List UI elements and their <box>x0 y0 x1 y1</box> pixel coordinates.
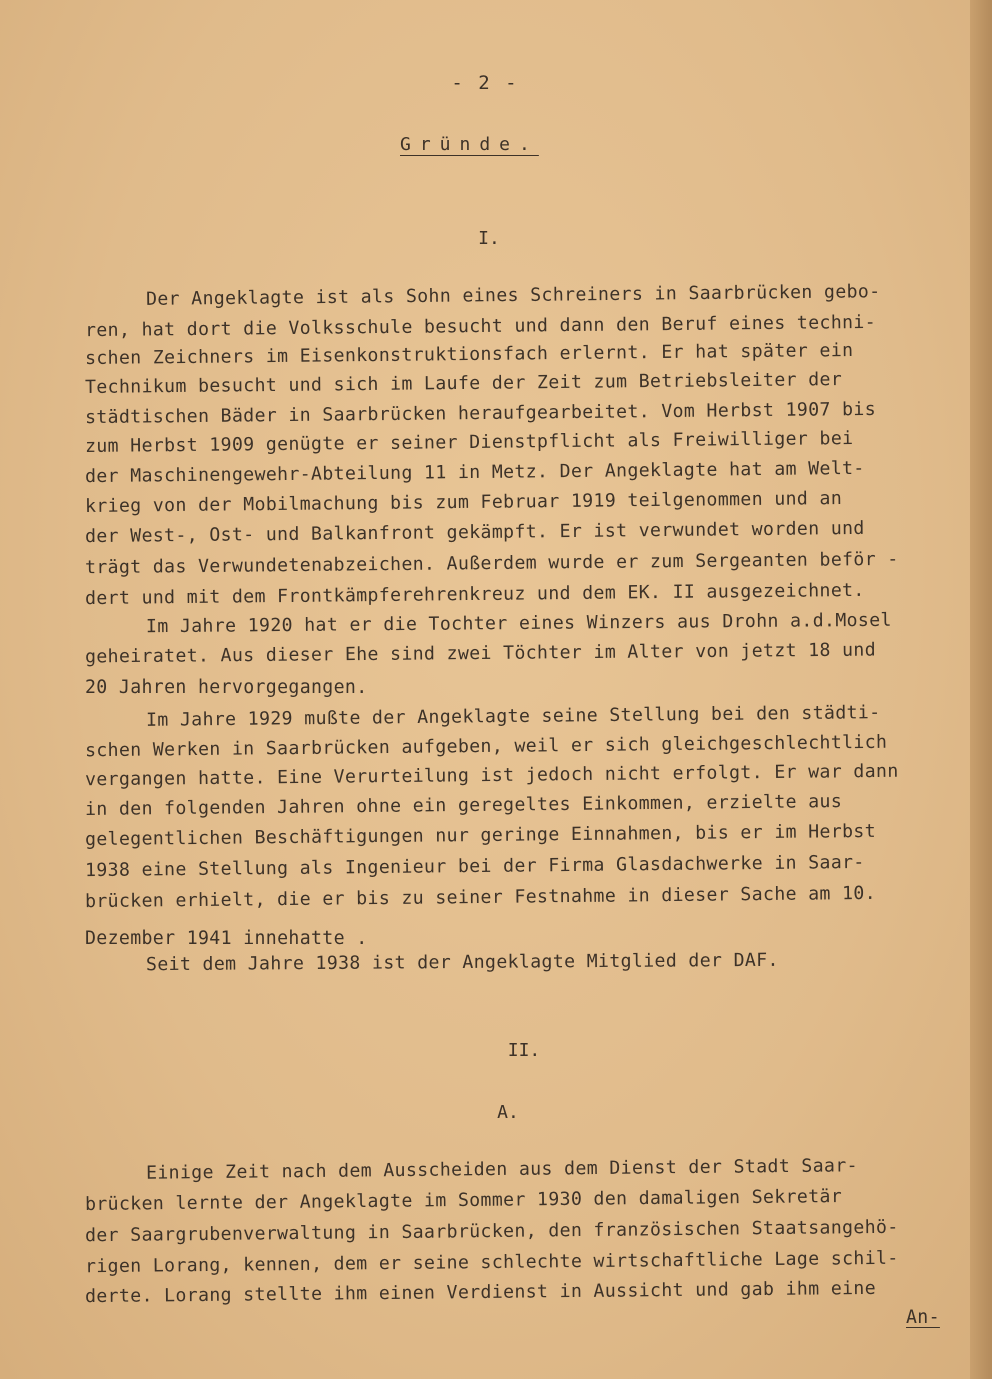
text-line: schen Werken in Saarbrücken aufgeben, weil er sich gleichgeschlechtlich <box>84 731 888 762</box>
text-line: schen Zeichners im Eisenkonstruktionsfach erlernt. Er hat später ein <box>84 339 854 370</box>
text-line: vergangen hatte. Eine Verurteilung ist jedoch nicht erfolgt. Er war dann <box>84 760 899 791</box>
text-line: Der Angeklagte ist als Sohn eines Schreiners in Saarbrücken gebo- <box>145 281 881 310</box>
text-line: der West-, Ost- und Balkanfront gekämpft. Er ist verwundet worden und <box>84 517 865 548</box>
text-line: krieg von der Mobilmachung bis zum Februar 1919 teilgenommen und an <box>84 488 843 517</box>
text-line: rigen Lorang, kennen, dem er seine schlechte wirtschaftliche Lage schil- <box>84 1247 899 1278</box>
text-line: Im Jahre 1929 mußte der Angeklagte seine Stellung bei den städti- <box>145 702 881 731</box>
text-line: Dezember 1941 innehatte . <box>85 928 368 949</box>
text-line: Technikum besucht und sich im Laufe der Zeit zum Betriebsleiter der <box>84 369 843 398</box>
subsection-label-a: A. <box>497 1102 519 1123</box>
text-line: trägt das Verwundetenabzeichen. Außerdem wurde er zum Sergeanten beför - <box>84 548 899 579</box>
text-line: der Saargrubenverwaltung in Saarbrücken, den französischen Staatsangehö- <box>84 1216 899 1247</box>
text-line: Einige Zeit nach dem Ausscheiden aus dem Dienst der Stadt Saar- <box>145 1155 858 1184</box>
text-line: derte. Lorang stellte ihm einen Verdienst in Aussicht und gab ihm eine <box>84 1277 877 1308</box>
text-line: in den folgenden Jahren ohne ein geregeltes Einkommen, erzielte aus <box>84 791 843 820</box>
text-line: Seit dem Jahre 1938 ist der Angeklagte Mitglied der DAF. <box>145 949 779 976</box>
text-line: städtischen Bäder in Saarbrücken heraufgearbeitet. Vom Herbst 1907 bis <box>84 398 877 429</box>
text-line: ren, hat dort die Volksschule besucht und dann den Beruf eines techni- <box>84 311 877 342</box>
page-continuation: An- <box>906 1307 940 1328</box>
document-heading: Gründe. <box>400 134 539 155</box>
text-line: gelegentlichen Beschäftigungen nur geringe Einnahmen, bis er im Herbst <box>84 820 877 851</box>
text-line: Im Jahre 1920 hat er die Tochter eines Winzers aus Drohn a.d.Mosel <box>145 609 892 638</box>
text-line: 1938 eine Stellung als Ingenieur bei der Firma Glasdachwerke in Saar- <box>84 851 865 882</box>
section-label-1: I. <box>478 228 500 249</box>
page-edge <box>970 0 992 1379</box>
text-line: dert und mit dem Frontkämpferehrenkreuz und dem EK. II ausgezeichnet. <box>84 579 865 610</box>
text-line: brücken erhielt, die er bis zu seiner Festnahme in dieser Sache am 10. <box>84 882 877 913</box>
text-line: 20 Jahren hervorgegangen. <box>85 677 368 698</box>
text-line: geheiratet. Aus dieser Ehe sind zwei Töchter im Alter von jetzt 18 und <box>84 639 877 668</box>
page-number: - 2 - <box>451 72 519 94</box>
text-line: zum Herbst 1909 genügte er seiner Dienstpflicht als Freiwilliger bei <box>84 427 854 458</box>
section-label-2: II. <box>507 1040 541 1061</box>
text-line: brücken lernte der Angeklagte im Sommer 1930 den damaligen Sekretär <box>84 1186 843 1215</box>
text-line: der Maschinengewehr-Abteilung 11 in Metz. Der Angeklagte hat am Welt- <box>84 457 865 488</box>
